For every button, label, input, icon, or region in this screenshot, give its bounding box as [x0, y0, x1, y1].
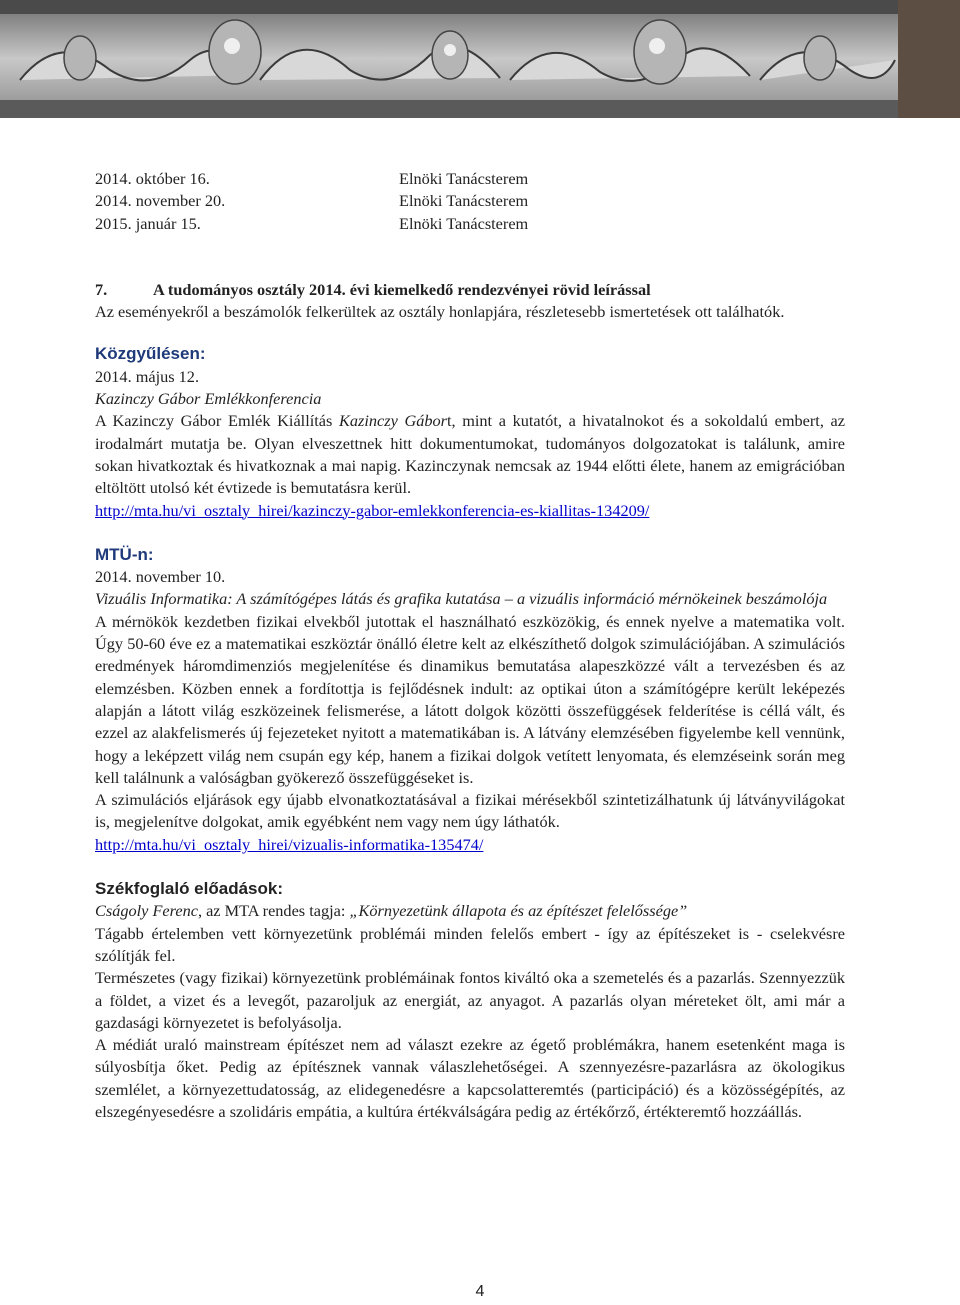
schedule-date: 2014. október 16. — [95, 169, 210, 188]
kozgyules-body-part-1: A Kazinczy Gábor Emlék Kiállítás — [95, 411, 339, 431]
schedule-place: Elnöki Tanácsterem — [399, 191, 529, 211]
kozgyules-event-title: Kazinczy Gábor Emlékkonferencia — [95, 389, 322, 409]
kozgyules-heading: Közgyűlésen: — [95, 344, 206, 364]
section-title: A tudományos osztály 2014. évi kiemelkedő rendezvényei rövid leírással — [153, 279, 651, 299]
mtu-event-title: Vizuális Informatika: A számítógépes látás és grafika kutatása – a vizuális információ mérnökeinek beszámolója — [95, 589, 828, 609]
szekfoglalo-heading: Székfoglaló előadások: — [95, 879, 283, 899]
mtu-body-paragraph-2: A szimulációs eljárások egy újabb elvonatkoztatásával a fizikai mérésekből szintetizálhatunk új látványvilágokat is, megjelenítve dolgokat, amik egyébként nem vagy nem úgy láthatók. — [95, 790, 845, 832]
mtu-body-paragraph-1: A mérnökök kezdetben fizikai elvekből jutottak el használható eszközökig, és ennek nyelve a matematika volt. Úgy 50-60 éve ez a matematikai eszköztár önálló életre kelt az elkészíthető dolgok szimulációjában. A szimulációs eredmények háromdimenziós megjelenítése és dinamikus bemutatása alapeszközzé vált a tervezésben és az elemzésben. Közben ennek a fordítottja is fejlődésnek indult: az optikai úton a számítógépre került leképezés alapján a látott világ eszközeinek felismerése, a látott dolgok közötti összefüggések felderítése is céllá vált, és ezzel az alakfelismerés új fejezeteket nyitott a matematikában is. A látvány elemzésében figyelembe kell vennünk, hogy a leképzett világ nem csupán egy kép, hanem a fizikai dolgok vetített lenyomata, és elemzéseink során meg kell találnunk a valóságban gyökerező összefüggéseket is. — [95, 611, 845, 787]
schedule-row — [95, 168, 845, 190]
kozgyules-body-italic: Kazinczy Gábor — [339, 411, 447, 431]
kozgyules-date: 2014. május 12. — [95, 366, 200, 386]
szekfoglalo-paragraph-1: Tágabb értelemben vett környezetünk problémái minden felelős embert - így az építészeket is - cselekvésre szólítják fel. — [95, 923, 845, 965]
szekfoglalo-lecture-line — [95, 900, 845, 922]
document-body — [95, 168, 845, 1123]
schedule-row — [95, 190, 845, 212]
speaker-name: Cságoly Ferenc — [95, 901, 198, 921]
schedule-date: 2015. január 15. — [95, 213, 201, 233]
schedule-row — [95, 213, 845, 235]
section-intro: Az eseményekről a beszámolók felkerültek az osztály honlapjára, részletesebb ismertetések ott találhatók. — [95, 302, 785, 322]
szekfoglalo-paragraph-3: A médiát uraló mainstream építészet nem ad választ ezekre az égető problémákra, hanem esetenként maga is súlyosbítja őket. Pedig az építésznek vannak válaszlehetőségei. A szennyezésre-pazarlásra az ökologikus szemlélet, a környezettudatosság, az elidegenedésre a kapcsolatteremtés (participáció) és a közösségépítés, az elszegényesedésre a szolidáris empátia, a kultúra értékválságára pedig az értékőrző, értékteremtő hozzáállás. — [95, 1035, 845, 1121]
schedule-list — [95, 168, 845, 235]
section-number: 7. — [95, 279, 108, 299]
schedule-date: 2014. november 20. — [95, 191, 226, 211]
header-banner — [0, 0, 960, 118]
kozgyules-link[interactable]: http://mta.hu/vi_osztaly_hirei/kazinczy-gabor-emlekkonferencia-es-kiallitas-134209/ — [95, 500, 650, 520]
kozgyules-body-part-2: t, mint a kutatót, a hivatalnokot és a sokoldalú embert, az irodalmárt mutatja be. Olyan elveszettnek hitt dokumentumokat, tudományos dolgozatokat is találunk, amire sokan hivatkoztak és hivatkoznak a mai napig. Kazinczynak nemcsak az 1944 előtti élete, hanem az emigrációban eltöltött utolsó két évtizede is bemutatásra kerül. — [95, 411, 846, 498]
brand-color-strip — [898, 0, 960, 118]
mtu-heading: MTÜ-n: — [95, 544, 154, 564]
ornamental-frieze-image — [0, 0, 960, 118]
mtu-date: 2014. november 10. — [95, 567, 226, 587]
speaker-suffix: , az MTA rendes tagja: — [197, 901, 350, 921]
schedule-place: Elnöki Tanácsterem — [399, 213, 529, 233]
lecture-title: „Környezetünk állapota és az építészet felelőssége” — [349, 901, 688, 921]
page-number: 4 — [475, 1283, 485, 1300]
kozgyules-description — [95, 410, 845, 499]
mtu-link[interactable]: http://mta.hu/vi_osztaly_hirei/vizualis-informatika-135474/ — [95, 834, 484, 854]
schedule-place: Elnöki Tanácsterem — [399, 169, 529, 188]
section-7-heading — [95, 279, 845, 301]
szekfoglalo-paragraph-2: Természetes (vagy fizikai) környezetünk problémáinak fontos kiváltó oka a szemetelés és a pazarlás. Szennyezzük a földet, a vizet és a levegőt, pazaroljuk az energiát, az anyagot. A pazarlás olyan méreteket ölt, ami már a gazdasági környezetet is befolyásolja. — [95, 968, 845, 1032]
